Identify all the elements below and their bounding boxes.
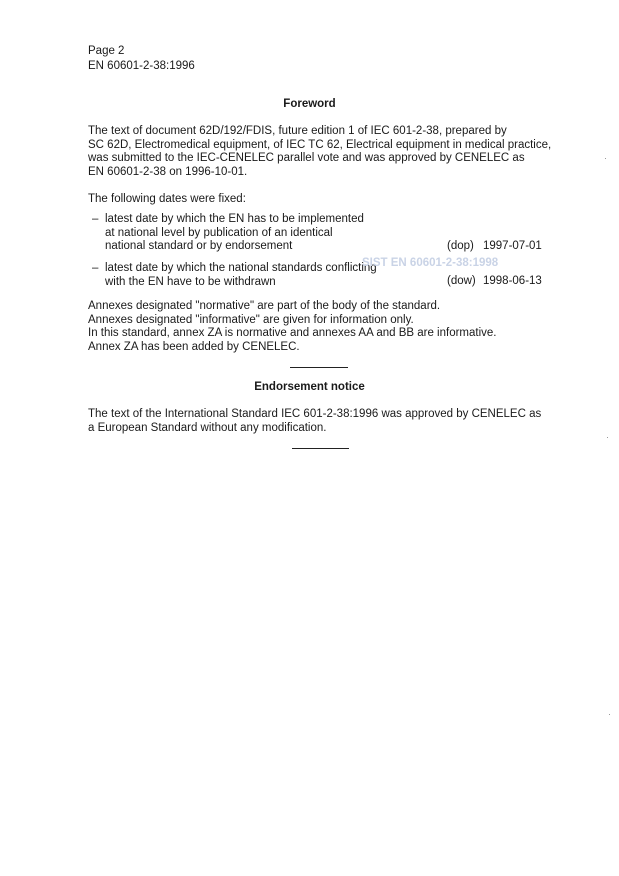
endorsement-line: The text of the International Standard IEC 601-2-38:1996 was approved by CENELEC as [88, 408, 542, 420]
scan-speck [609, 714, 610, 715]
date-item-line: latest date by which the national standards conflicting [105, 262, 377, 274]
annex-line: Annexes designated "normative" are part of the body of the standard. [88, 300, 441, 312]
date-item-dop-text [105, 213, 364, 254]
dop-date: 1997-07-01 [483, 240, 542, 252]
annex-line: In this standard, annex ZA is normative and annexes AA and BB are informative. [88, 327, 497, 339]
dow-date: 1998-06-13 [483, 275, 542, 287]
dop-code: (dop) [447, 240, 474, 252]
list-dash: – [92, 262, 99, 274]
date-item-line: latest date by which the EN has to be implemented [105, 213, 364, 225]
annex-notes [88, 300, 560, 354]
page-number: Page 2 [88, 45, 125, 57]
end-divider [292, 448, 349, 449]
scan-speck [607, 437, 608, 438]
dates-intro: The following dates were fixed: [88, 193, 246, 205]
endorsement-text [88, 408, 560, 435]
foreword-heading: Foreword [283, 98, 336, 110]
annex-line: Annexes designated "informative" are given for information only. [88, 313, 414, 326]
date-item-line: at national level by publication of an identical [105, 226, 333, 239]
page-header [88, 44, 195, 73]
annex-line: Annex ZA has been added by CENELEC. [88, 340, 300, 353]
foreword-intro [88, 125, 560, 179]
dow-code: (dow) [447, 275, 476, 287]
list-dash: – [92, 213, 99, 225]
intro-line: SC 62D, Electromedical equipment, of IEC TC 62, Electrical equipment in medical practice, [88, 138, 552, 151]
endorsement-heading: Endorsement notice [254, 381, 365, 393]
intro-line: EN 60601-2-38 on 1996-10-01. [88, 165, 248, 178]
standard-number: EN 60601-2-38:1996 [88, 59, 195, 72]
section-divider [290, 367, 348, 368]
intro-line: The text of document 62D/192/FDIS, future edition 1 of IEC 601-2-38, prepared by [88, 125, 507, 137]
date-item-dow-text [105, 262, 377, 289]
scan-speck [605, 158, 606, 159]
endorsement-line: a European Standard without any modification. [88, 421, 327, 434]
document-watermark: SIST EN 60601-2-38:1998 [362, 257, 499, 269]
date-item-line: national standard or by endorsement [105, 240, 293, 252]
date-item-line: with the EN have to be withdrawn [105, 275, 276, 288]
intro-line: was submitted to the IEC-CENELEC parallel vote and was approved by CENELEC as [88, 152, 525, 164]
